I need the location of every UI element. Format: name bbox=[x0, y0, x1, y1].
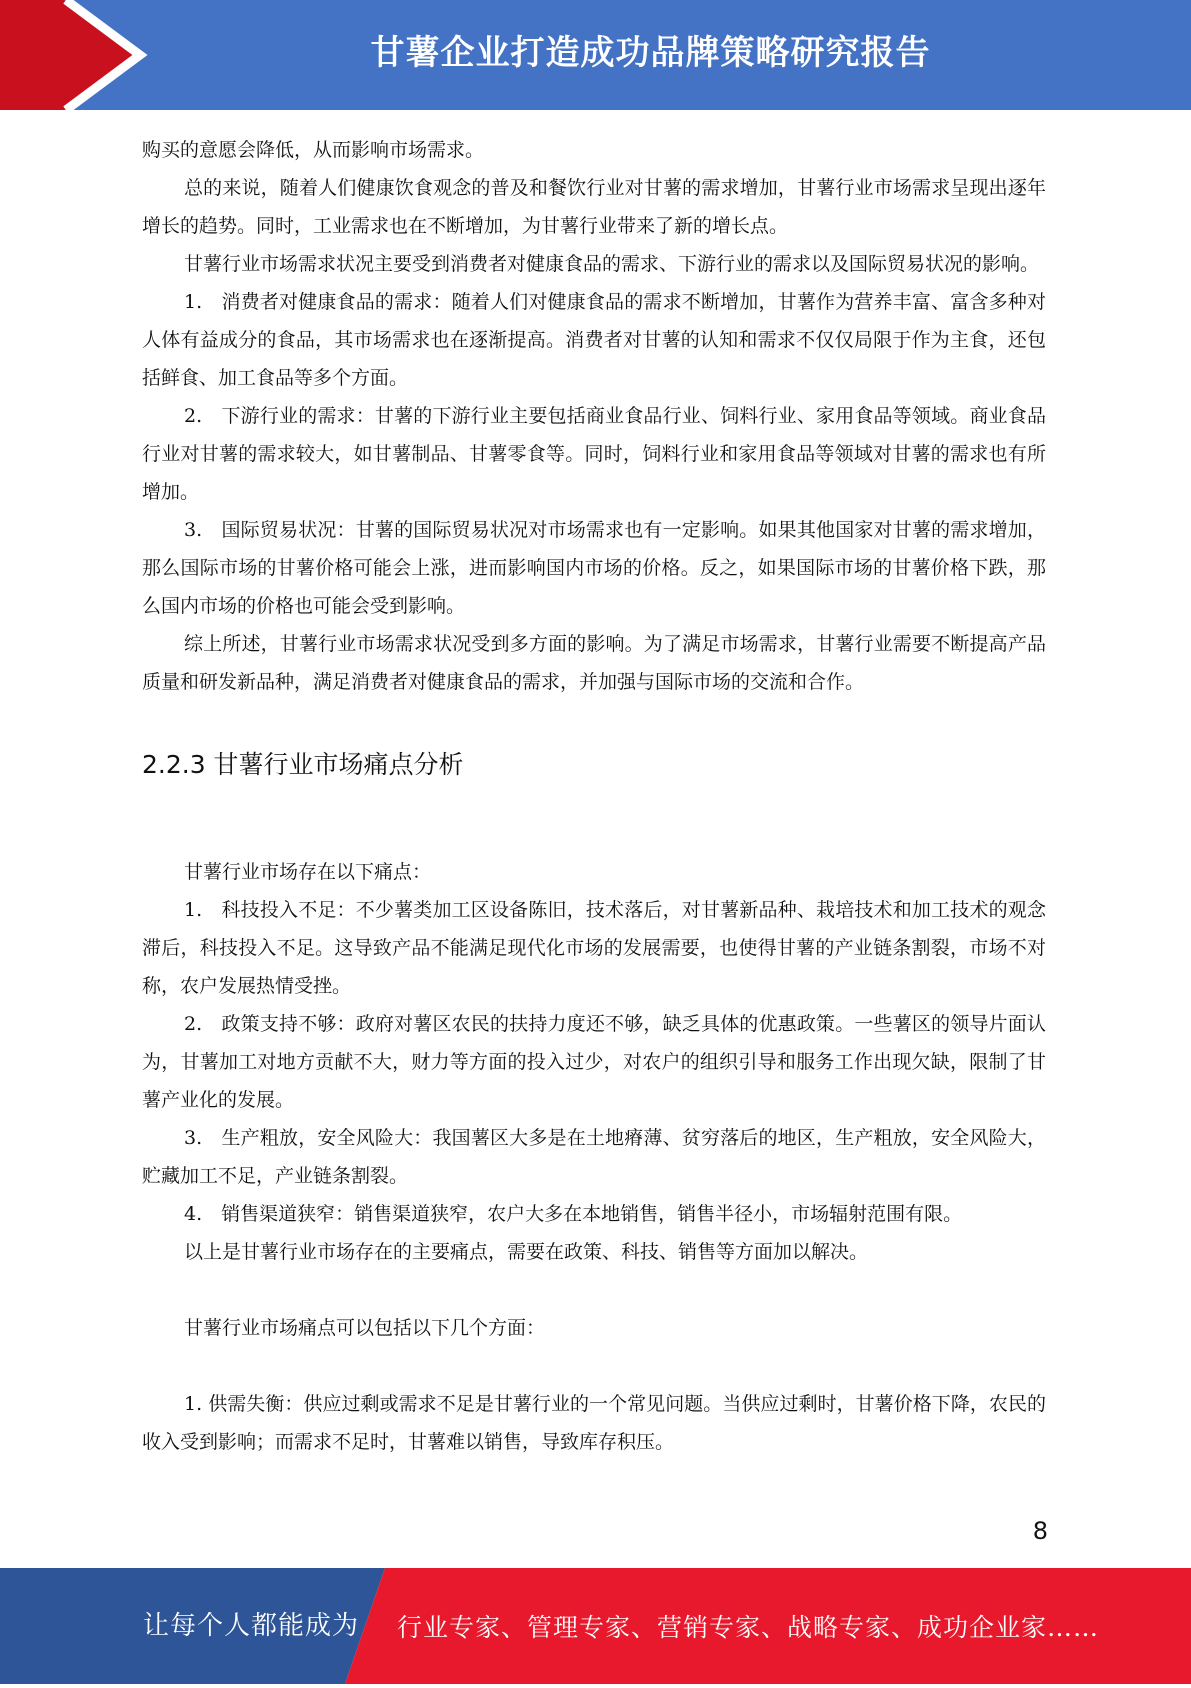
paragraph: 甘薯行业市场存在以下痛点： bbox=[184, 861, 432, 883]
red-chevron-decoration bbox=[0, 0, 160, 110]
list-item: 2. 政策支持不够：政府对薯区农民的扶持力度还不够，缺乏具体的优惠政策。一些薯区的领导片面认为，甘薯加工对地方贡献不大，财力等方面的投入过少，对农户的组织引导和服务工作出现欠缺，限制了甘薯产业化的发展。 bbox=[142, 1013, 1046, 1111]
document-body bbox=[142, 131, 1046, 1461]
list-item: 1. 科技投入不足：不少薯类加工区设备陈旧，技术落后，对甘薯新品种、栽培技术和加工技术的观念滞后，科技投入不足。这导致产品不能满足现代化市场的发展需要，也使得甘薯的产业链条割裂，市场不对称，农户发展热情受挫。 bbox=[142, 899, 1046, 997]
list-item: 3. 国际贸易状况：甘薯的国际贸易状况对市场需求也有一定影响。如果其他国家对甘薯的需求增加，那么国际市场的甘薯价格可能会上涨，进而影响国内市场的价格。反之，如果国际市场的甘薯价格下跌，那么国内市场的价格也可能会受到影响。 bbox=[142, 519, 1046, 617]
list-item: 2. 下游行业的需求：甘薯的下游行业主要包括商业食品行业、饲料行业、家用食品等领域。商业食品行业对甘薯的需求较大，如甘薯制品、甘薯零食等。同时，饲料行业和家用食品等领域对甘薯的需求也有所增加。 bbox=[142, 405, 1046, 503]
page-header bbox=[0, 0, 1191, 110]
list-item: 1. 消费者对健康食品的需求：随着人们对健康食品的需求不断增加，甘薯作为营养丰富、富含多种对人体有益成分的食品，其市场需求也在逐渐提高。消费者对甘薯的认知和需求不仅仅局限于作为主食，还包括鲜食、加工食品等多个方面。 bbox=[142, 291, 1046, 389]
paragraph: 总的来说，随着人们健康饮食观念的普及和餐饮行业对甘薯的需求增加，甘薯行业市场需求呈现出逐年增长的趋势。同时，工业需求也在不断增加，为甘薯行业带来了新的增长点。 bbox=[142, 177, 1046, 237]
footer-slogan-left: 让每个人都能成为 bbox=[143, 1611, 360, 1641]
page-footer bbox=[0, 1568, 1191, 1684]
paragraph: 以上是甘薯行业市场存在的主要痛点，需要在政策、科技、销售等方面加以解决。 bbox=[184, 1241, 869, 1263]
paragraph: 综上所述，甘薯行业市场需求状况受到多方面的影响。为了满足市场需求，甘薯行业需要不断提高产品质量和研发新品种，满足消费者对健康食品的需求，并加强与国际市场的交流和合作。 bbox=[142, 633, 1046, 693]
paragraph: 购买的意愿会降低，从而影响市场需求。 bbox=[142, 139, 485, 161]
paragraph: 甘薯行业市场痛点可以包括以下几个方面： bbox=[184, 1317, 546, 1339]
list-item: 3. 生产粗放，安全风险大：我国薯区大多是在土地瘠薄、贫穷落后的地区，生产粗放，安全风险大，贮藏加工不足，产业链条割裂。 bbox=[142, 1127, 1046, 1187]
list-item: 1. 供需失衡：供应过剩或需求不足是甘薯行业的一个常见问题。当供应过剩时，甘薯价格下降，农民的收入受到影响；而需求不足时，甘薯难以销售，导致库存积压。 bbox=[142, 1393, 1046, 1453]
paragraph: 甘薯行业市场需求状况主要受到消费者对健康食品的需求、下游行业的需求以及国际贸易状况的影响。 bbox=[184, 253, 1040, 275]
footer-slogan-right: 行业专家、管理专家、营销专家、战略专家、成功企业家…… bbox=[397, 1613, 1100, 1642]
page-number: 8 bbox=[1032, 1517, 1048, 1545]
report-title: 甘薯企业打造成功品牌策略研究报告 bbox=[370, 33, 931, 73]
list-item: 4. 销售渠道狭窄：销售渠道狭窄，农户大多在本地销售，销售半径小，市场辐射范围有限。 bbox=[184, 1203, 963, 1225]
section-heading: 2.2.3 甘薯行业市场痛点分析 bbox=[142, 750, 464, 779]
